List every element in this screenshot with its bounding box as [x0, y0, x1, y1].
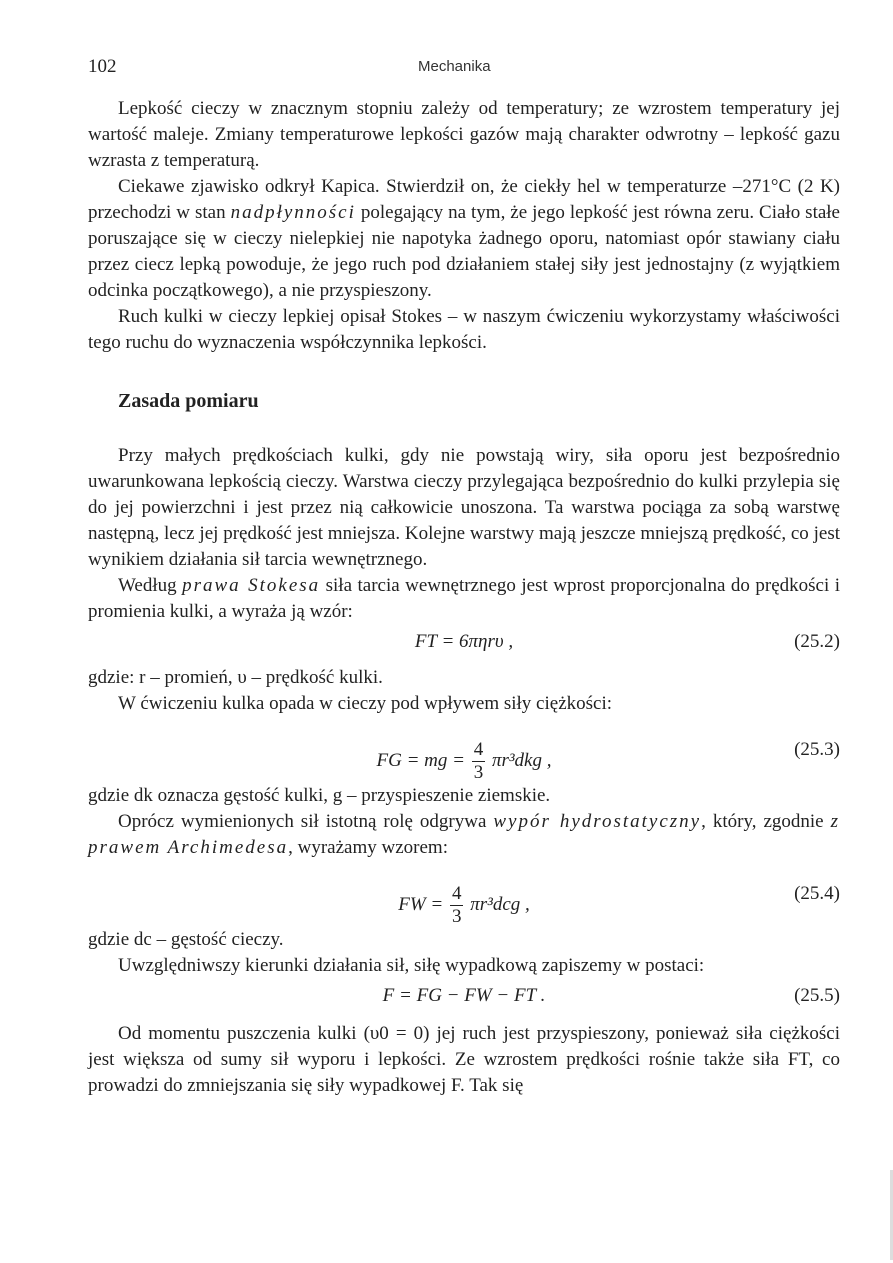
term-archimedes: z prawem Archimedesa	[88, 811, 840, 858]
paragraph-gravity: W ćwiczeniu kulka opada w cieczy pod wpływem siły ciężkości:	[118, 693, 613, 714]
formula-25-3	[88, 717, 840, 783]
s4-text-c: , wyrażamy wzorem:	[288, 837, 448, 858]
where-radius-velocity: gdzie: r – promień, υ – prędkość kulki.	[88, 667, 383, 688]
formula-25-2	[88, 625, 840, 665]
p2-text-a: Ciekawe zjawisko odkrył Kapica. Stwierdził on, że ciekły hel w temperaturze –271°C (2 K) przechodzi w stan	[88, 176, 840, 223]
term-buoyancy: wypór hydrostatyczny	[493, 811, 702, 832]
formula-25-5	[88, 979, 840, 1019]
paragraph-stokes: Ruch kulki w cieczy lepkiej opisał Stokes – w naszym ćwiczeniu wykorzystamy właściwości tego ruchu do wyznaczenia współczynnika lepkości.	[88, 306, 840, 353]
where-density-ball: gdzie dk oznacza gęstość kulki, g – przyspieszenie ziemskie.	[88, 785, 551, 806]
paragraph-buoyancy	[88, 809, 840, 861]
fraction	[472, 739, 486, 784]
paragraph-kapica	[88, 174, 840, 304]
formula-expression	[88, 883, 840, 928]
paragraph-motion: Od momentu puszczenia kulki (υ0 = 0) jej ruch jest przyspieszony, ponieważ siła ciężkości jest większa od sumy sił wyporu i lepkości. Ze wzrostem prędkości rośnie także siła FT, co prowadzi do zmniejszania się siły wypadkowej F. Tak się	[88, 1023, 840, 1096]
s4-text-a: Oprócz wymienionych sił istotną rolę odgrywa	[118, 811, 494, 832]
formula-number: (25.5)	[794, 985, 840, 1006]
s4-text-b: , który, zgodnie	[701, 811, 831, 832]
page-number: 102	[88, 56, 117, 77]
running-title: Mechanika	[418, 58, 491, 75]
formula-expression: F = FG − FW − FT .	[382, 985, 546, 1006]
fraction	[450, 883, 464, 928]
formula-number: (25.3)	[794, 739, 840, 760]
formula-left: FW =	[398, 893, 444, 915]
formula-right: πr³dkg ,	[491, 749, 552, 771]
page-header	[88, 56, 837, 80]
page-body	[88, 96, 840, 1099]
formula-expression	[88, 739, 840, 784]
paragraph-resultant: Uwzględniwszy kierunki działania sił, siłę wypadkową zapiszemy w postaci:	[118, 955, 705, 976]
fraction-denominator: 3	[451, 906, 462, 927]
formula-right: πr³dcg ,	[470, 893, 530, 915]
formula-number: (25.4)	[794, 883, 840, 904]
p2-text-b: polegający na tym, że jego lepkość jest równa zeru. Ciało stałe poruszające się w cieczy nielepkiej nie napotyka żadnego oporu, natomiast opór stawiany ciału przez ciecz lepką powoduje, że jego ruch pod działaniem stałej siły jest jednostajny (z wyjątkiem odcinka początkowego), a nie przyspieszony.	[88, 202, 840, 301]
formula-expression: FT = 6πηrυ ,	[414, 631, 514, 652]
term-stokes-law: prawa Stokesa	[182, 575, 321, 596]
s2-text-b: siła tarcia wewnętrznego jest wprost proporcjonalna do prędkości i promienia kulki, a wyraża ją wzór:	[88, 575, 840, 622]
formula-25-4	[88, 861, 840, 927]
fraction-numerator: 4	[451, 883, 462, 904]
paragraph-stokes-law	[88, 573, 840, 625]
term-superfluidity: nadpłynności	[230, 202, 356, 223]
formula-left: FG = mg =	[376, 749, 465, 771]
fraction-denominator: 3	[473, 762, 484, 783]
fraction-numerator: 4	[473, 739, 484, 760]
where-density-liquid: gdzie dc – gęstość cieczy.	[88, 929, 284, 950]
formula-number: (25.2)	[794, 631, 840, 652]
paragraph-viscosity-temperature: Lepkość cieczy w znacznym stopniu zależy od temperatury; ze wzrostem temperatury jej wartość maleje. Zmiany temperaturowe lepkości gazów mają charakter odwrotny – lepkość gazu wzrasta z temperaturą.	[88, 98, 840, 171]
section-title: Zasada pomiaru	[118, 390, 259, 412]
s2-text-a: Według	[118, 575, 183, 596]
paragraph-layers: Przy małych prędkościach kulki, gdy nie powstają wiry, siła oporu jest bezpośrednio uwarunkowana lepkością cieczy. Warstwa cieczy przylegająca bezpośrednio do kulki przylepia się do jej powierzchni i jest przez nią całkowicie unoszona. Ta warstwa pociąga za sobą warstwę następną, lecz jej prędkość jest mniejsza. Kolejne warstwy mają jeszcze mniejszą prędkość, co jest wynikiem działania sił tarcia wewnętrznego.	[88, 445, 840, 570]
